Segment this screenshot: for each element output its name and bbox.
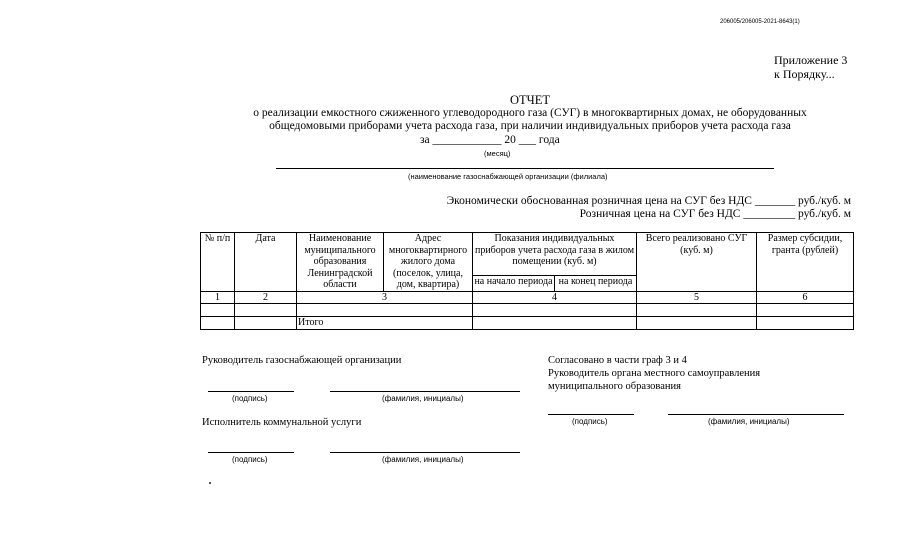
table-cell — [473, 304, 637, 317]
org-name-caption: (наименование газоснабжающей организации (филиала) — [408, 172, 608, 181]
agreed-label: Согласовано в части граф 3 и 4 — [548, 355, 687, 366]
report-title: ОТЧЕТ — [509, 93, 551, 107]
report-table — [200, 232, 854, 330]
table-cell — [637, 304, 757, 317]
column-number: 1 — [201, 291, 235, 304]
signature-caption: (подпись) — [572, 417, 608, 426]
table-cell — [297, 304, 473, 317]
table-cell — [201, 304, 235, 317]
signature-caption: (подпись) — [232, 394, 268, 403]
retail-price-line: Розничная цена на СУГ без НДС _________ руб./куб. м — [579, 208, 851, 220]
table-row — [201, 304, 854, 317]
appendix-note — [774, 53, 847, 81]
table-cell — [757, 304, 854, 317]
stray-dot — [209, 482, 211, 484]
gas-org-head-label: Руководитель газоснабжающей организации — [202, 355, 402, 366]
appendix-line-1: Приложение 3 — [774, 53, 848, 67]
column-number: 2 — [235, 291, 297, 304]
header-total-sold: Всего реализовано СУГ (куб. м) — [637, 233, 757, 292]
name-line — [330, 391, 520, 392]
signature-line — [208, 452, 294, 453]
total-label: Итого — [297, 317, 473, 330]
report-period: за ____________ 20 ___ года — [420, 134, 560, 146]
economic-price-line: Экономически обоснованная розничная цена на СУГ без НДС _______ руб./куб. м — [446, 195, 851, 207]
org-name-line — [276, 168, 774, 169]
header-readings-start: на начало периода — [473, 276, 555, 291]
table-header-row — [201, 233, 854, 276]
column-number: 3 — [297, 291, 473, 304]
document-id: 206005/206005-2021-8643(1) — [720, 19, 800, 25]
column-number: 6 — [757, 291, 854, 304]
table-cell — [473, 317, 637, 330]
utility-executor-label: Исполнитель коммунальной услуги — [202, 417, 362, 428]
table-cell — [757, 317, 854, 330]
table-cell — [235, 317, 297, 330]
subtitle-line-1: о реализации емкостного сжиженного углеводородного газа (СУГ) в многоквартирных домах, не оборудованных — [253, 107, 807, 119]
name-caption: (фамилия, инициалы) — [382, 394, 464, 403]
local-gov-head-label-2: муниципального образования — [548, 381, 681, 392]
local-gov-head-label-1: Руководитель органа местного самоуправления — [548, 368, 761, 379]
table-cell — [637, 317, 757, 330]
signature-line — [208, 391, 294, 392]
period-caption: (месяц) — [484, 149, 511, 158]
header-subsidy: Размер субсидии, гранта (рублей) — [757, 233, 854, 292]
header-readings-end: на конец периода — [555, 276, 637, 291]
total-row — [201, 317, 854, 330]
header-address: Адрес многоквартирного жилого дома (поселок, улица, дом, квартира) — [384, 233, 473, 292]
header-num: № п/п — [201, 233, 235, 292]
header-municipality: Наименование муниципального образования Ленинградской области — [297, 233, 384, 292]
table-cell — [201, 317, 235, 330]
table-cell — [235, 304, 297, 317]
appendix-line-2: к Порядку... — [774, 67, 835, 81]
name-line — [668, 414, 844, 415]
name-caption: (фамилия, инициалы) — [708, 417, 790, 426]
column-number: 5 — [637, 291, 757, 304]
header-readings: Показания индивидуальных приборов учета расхода газа в жилом помещении (куб. м) — [473, 233, 637, 276]
report-subtitle — [0, 107, 905, 133]
name-line — [330, 452, 520, 453]
subtitle-line-2: общедомовыми приборами учета расхода газа, при наличии индивидуальных приборов учета расхода газа — [269, 120, 791, 132]
signature-caption: (подпись) — [232, 455, 268, 464]
column-number: 4 — [473, 291, 637, 304]
name-caption: (фамилия, инициалы) — [382, 455, 464, 464]
signature-line — [548, 414, 634, 415]
column-number-row — [201, 291, 854, 304]
header-date: Дата — [235, 233, 297, 292]
